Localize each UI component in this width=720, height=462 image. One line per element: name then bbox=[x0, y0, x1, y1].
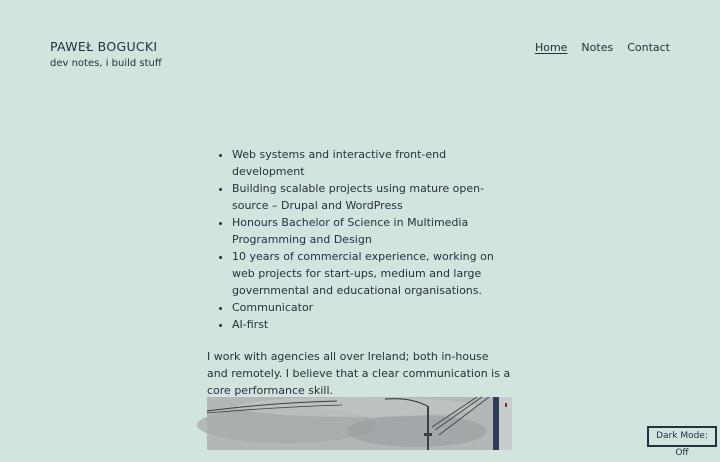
site-description: dev notes, i build stuff bbox=[50, 58, 162, 69]
main-content bbox=[207, 146, 512, 399]
site-title[interactable]: PAWEŁ BOGUCKI bbox=[50, 39, 158, 54]
list-item: • AI-first bbox=[232, 316, 512, 333]
street-scene-image bbox=[207, 397, 512, 450]
primary-nav bbox=[535, 41, 670, 55]
list-item: • Building scalable projects using mature open-source – Drupal and WordPress bbox=[232, 180, 512, 214]
skills-list bbox=[207, 146, 512, 333]
intro-paragraph: I work with agencies all over Ireland; both in-house and remotely. I believe that a clear communication is a core performance skill. bbox=[207, 350, 511, 397]
list-item: • 10 years of commercial experience, working on web projects for start-ups, medium and large governmental and educational organisations. bbox=[232, 248, 512, 299]
nav-item-home[interactable]: Home bbox=[534, 41, 568, 54]
list-item: • Web systems and interactive front-end development bbox=[232, 146, 512, 180]
nav-item-notes[interactable]: Notes bbox=[581, 41, 614, 54]
hero-photo bbox=[207, 397, 512, 450]
dark-mode-toggle-button[interactable]: Dark Mode: Off bbox=[647, 426, 717, 447]
list-item: • Communicator bbox=[232, 299, 512, 316]
nav-item-contact[interactable]: Contact bbox=[627, 41, 670, 54]
list-item: • Honours Bachelor of Science in Multimedia Programming and Design bbox=[232, 214, 512, 248]
